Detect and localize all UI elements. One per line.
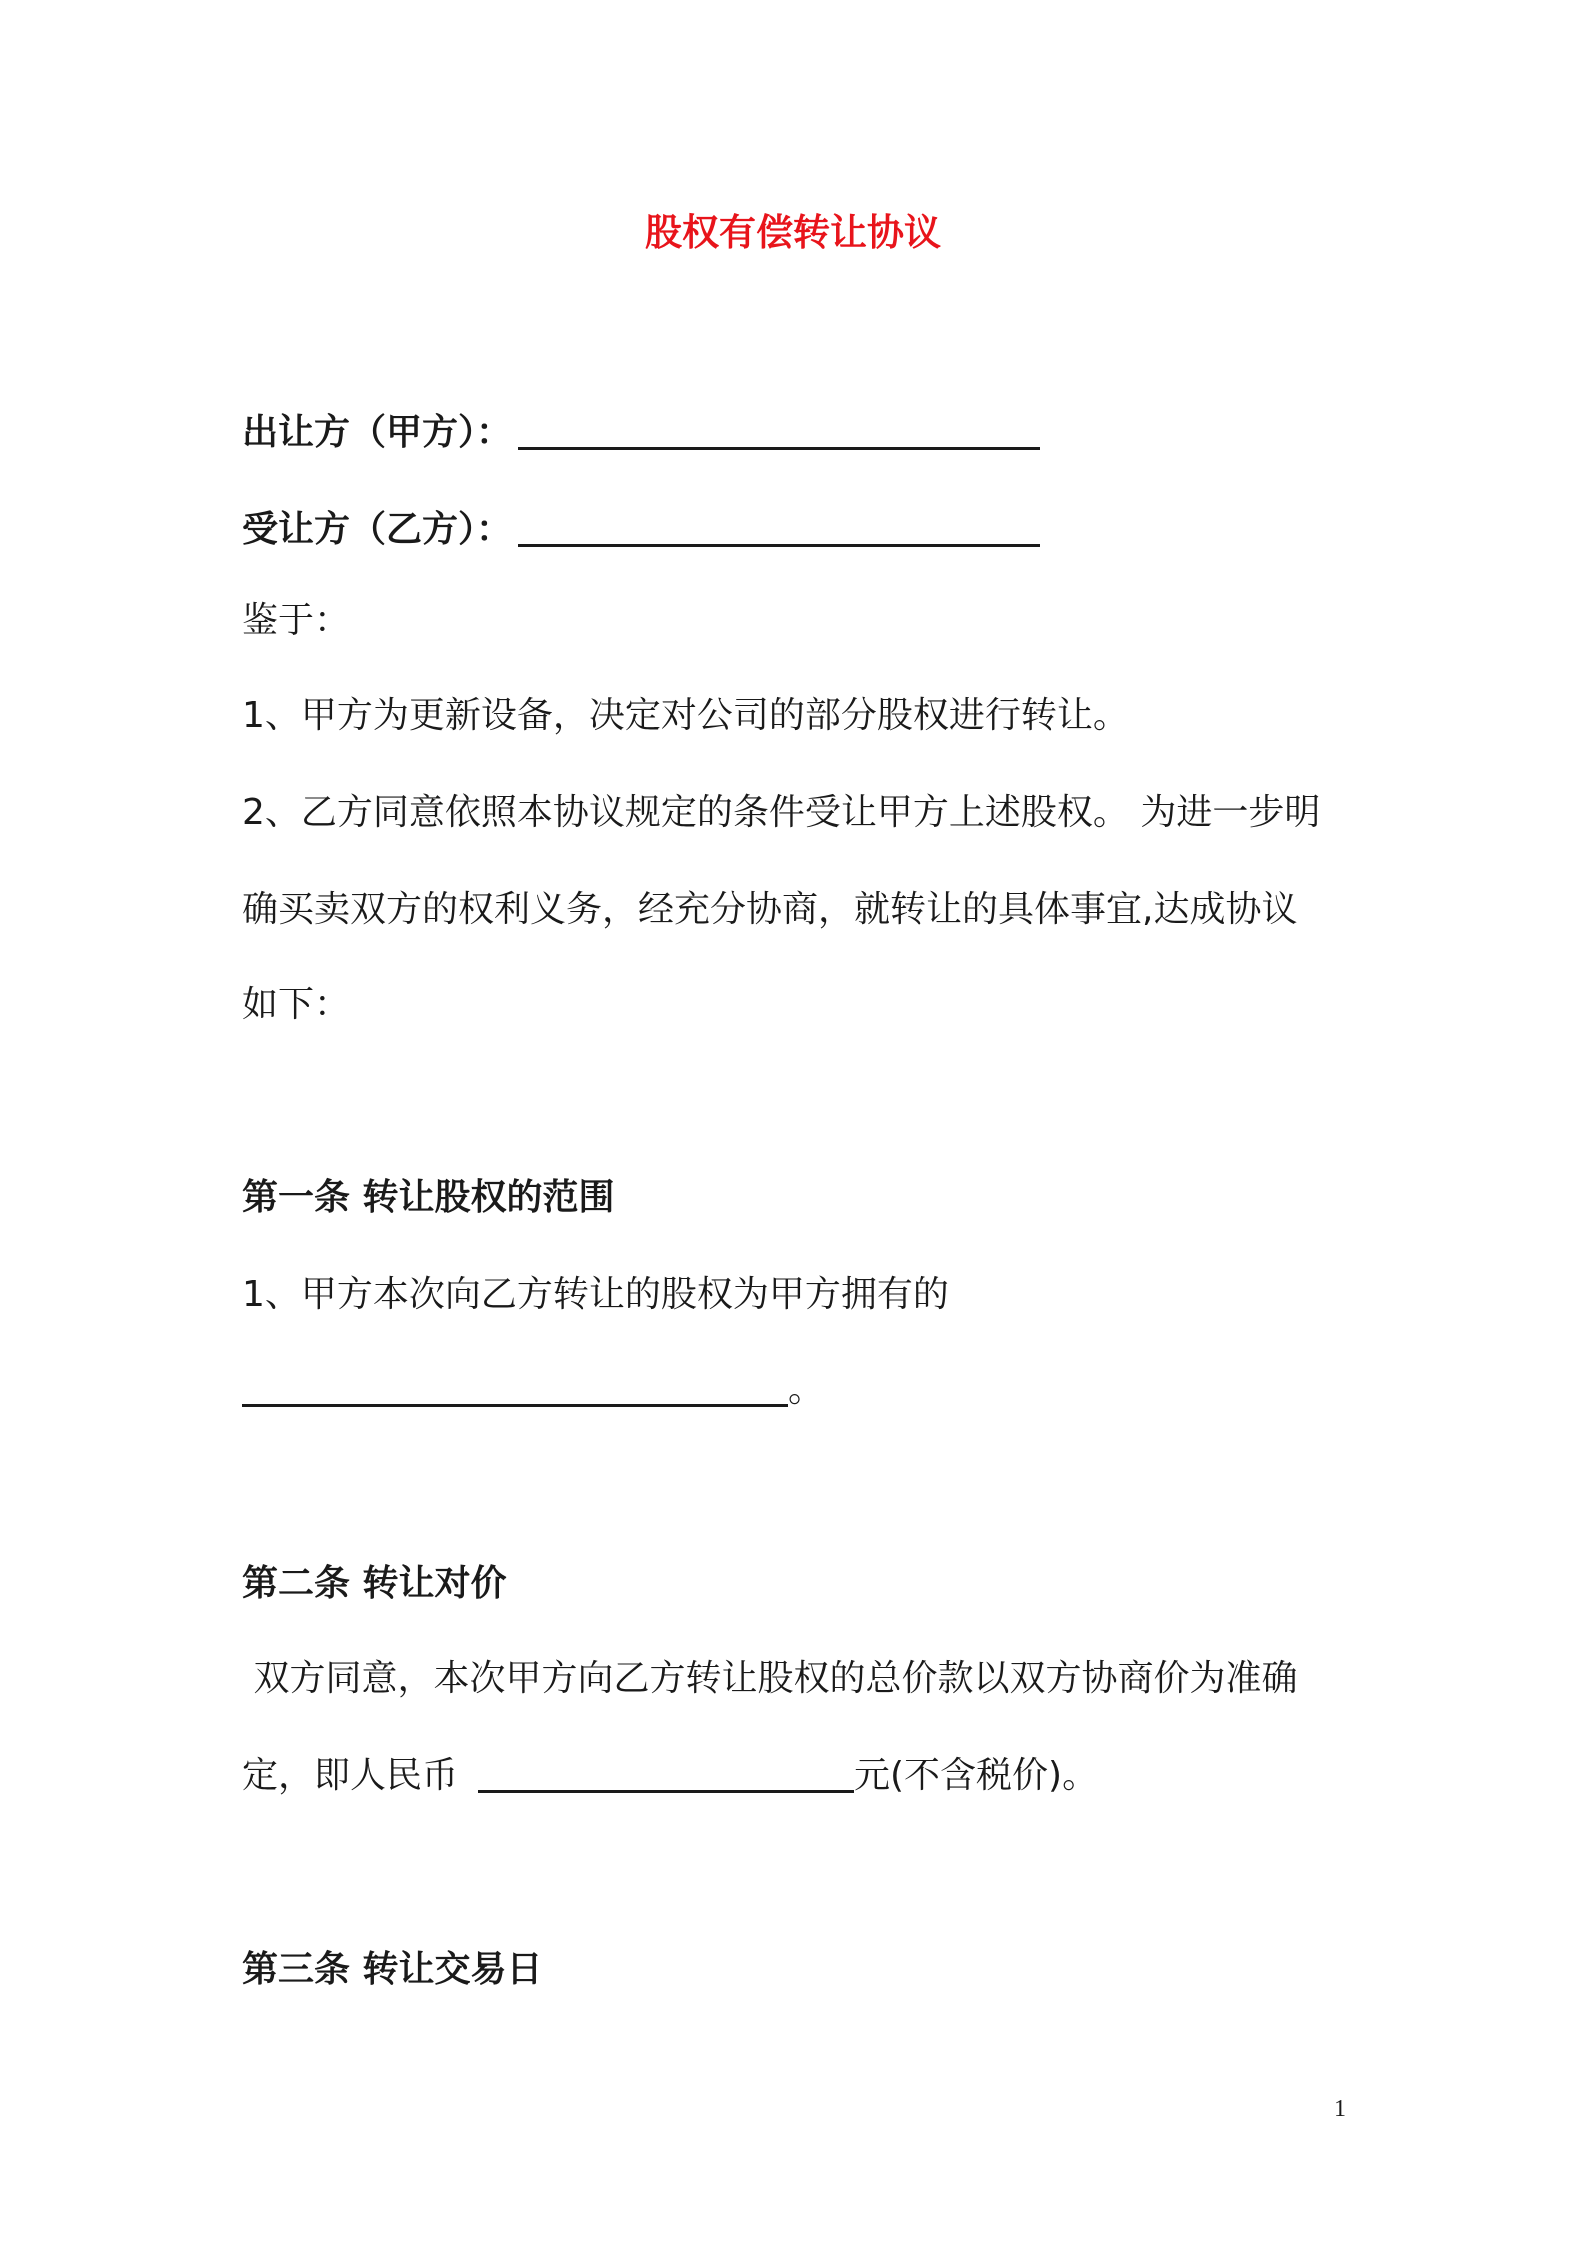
transferor-blank (518, 407, 1040, 450)
article-1-line-2-suffix: 。 (788, 1369, 825, 1410)
transferee-label: 受让方（乙方）： (242, 509, 513, 550)
price-blank (478, 1750, 854, 1793)
article-2-line-1: 双方同意，本次甲方向乙方转让股权的总价款以双方协商价为准确 (242, 1658, 1298, 1699)
transferor-line (242, 406, 1040, 460)
article-2-heading: 第二条 转让对价 (242, 1563, 507, 1604)
article-2-line-2-suffix: 元(不含税价)。 (854, 1755, 1099, 1796)
article-3-heading: 第三条 转让交易日 (242, 1949, 543, 1990)
recital-item-2-line-1: 2、乙方同意依照本协议规定的条件受让甲方上述股权。 为进一步明 (242, 792, 1321, 833)
article-2-line-2 (242, 1749, 1098, 1803)
article-1-line-1: 1、甲方本次向乙方转让的股权为甲方拥有的 (242, 1274, 949, 1315)
article-2-line-2-prefix: 定，即人民币 (242, 1755, 459, 1796)
article-1-line-2 (242, 1363, 824, 1417)
transferee-blank (518, 504, 1040, 547)
document-title: 股权有偿转让协议 (645, 211, 941, 254)
transferor-label: 出让方（甲方）： (242, 412, 513, 453)
transferee-line (242, 503, 1040, 557)
share-blank (242, 1364, 788, 1407)
recital-item-1: 1、甲方为更新设备，决定对公司的部分股权进行转让。 (242, 695, 1129, 736)
page-number: 1 (1334, 2096, 1346, 2122)
recital-item-2-line-2: 确买卖双方的权利义务，经充分协商，就转让的具体事宜,达成协议 (242, 889, 1298, 930)
recital-item-2-line-3: 如下： (242, 984, 351, 1025)
whereas-label: 鉴于： (242, 600, 351, 641)
article-1-heading: 第一条 转让股权的范围 (242, 1177, 615, 1218)
